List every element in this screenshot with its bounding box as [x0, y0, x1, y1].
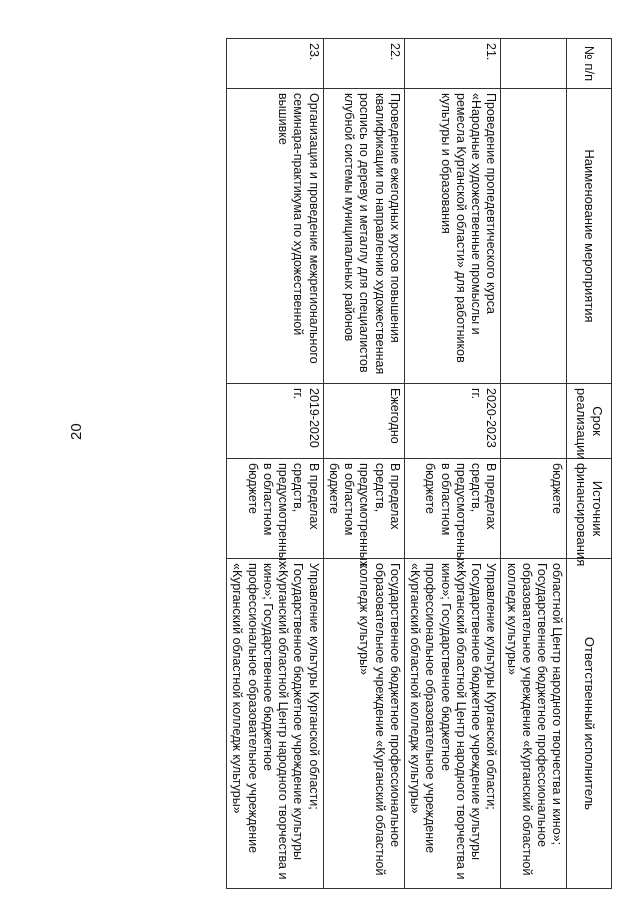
cell-source-continuation: бюджете: [501, 459, 567, 559]
cell-num-continuation: [501, 39, 567, 89]
table-row: [227, 39, 324, 889]
cell-source: В пределах средств, предусмотренных в областном бюджете: [323, 459, 404, 559]
table-row-continuation: [501, 39, 567, 889]
page-number: 20: [68, 423, 85, 440]
header-executor: Ответственный исполнитель: [567, 559, 612, 889]
cell-name: Проведение ежегодных курсов повышения квалификации по направлению художественная роспись по дереву и металлу для специалистов клубной системы муниципальных районов: [323, 89, 404, 384]
events-table: [226, 38, 612, 889]
cell-executor-continuation: областной Центр народного творчества и кино»; Государственное бюджетное профессиональное образовательное учреждение «Курганский областной колледж культуры»: [501, 559, 567, 889]
cell-num: 21.: [404, 39, 501, 89]
cell-source: В пределах средств, предусмотренных в областном бюджете: [227, 459, 324, 559]
cell-source: В пределах средств, предусмотренных в областном бюджете: [404, 459, 501, 559]
header-source: Источник финансирования: [567, 459, 612, 559]
cell-name-continuation: [501, 89, 567, 384]
rotated-table-container: [132, 38, 612, 888]
table-row: [323, 39, 404, 889]
cell-name: Проведение пропедевтического курса «Народные художественные промыслы и ремесла Курганской области» для работников культуры и образования: [404, 89, 501, 384]
cell-executor: Управление культуры Курганской области; Государственное бюджетное учреждение культуры «Курганский областной Центр народного творчества и кино»; Государственное бюджетное профессиональное образовательное учреждение «Курганский областной колледж культуры»: [227, 559, 324, 889]
header-num: № п/п: [567, 39, 612, 89]
cell-name: Организация и проведение межрегионального семинара-практикума по художественной вышивке: [227, 89, 324, 384]
cell-period: 2019-2020 гг.: [227, 384, 324, 459]
header-period: Срок реализации: [567, 384, 612, 459]
cell-period-continuation: [501, 384, 567, 459]
cell-num: 23.: [227, 39, 324, 89]
cell-period: 2020-2023 гг.: [404, 384, 501, 459]
table-header-row: [567, 39, 612, 889]
table-row: [404, 39, 501, 889]
header-name: Наименование мероприятия: [567, 89, 612, 384]
cell-executor: Государственное бюджетное профессиональное образовательное учреждение «Курганский областной колледж культуры»: [323, 559, 404, 889]
cell-num: 22.: [323, 39, 404, 89]
cell-period: Ежегодно: [323, 384, 404, 459]
cell-executor: Управление культуры Курганской области; Государственное бюджетное учреждение культуры «Курганский областной Центр народного творчества и кино»; Государственное бюджетное профессиональное образовательное учреждение «Курганский областной колледж культуры»: [404, 559, 501, 889]
